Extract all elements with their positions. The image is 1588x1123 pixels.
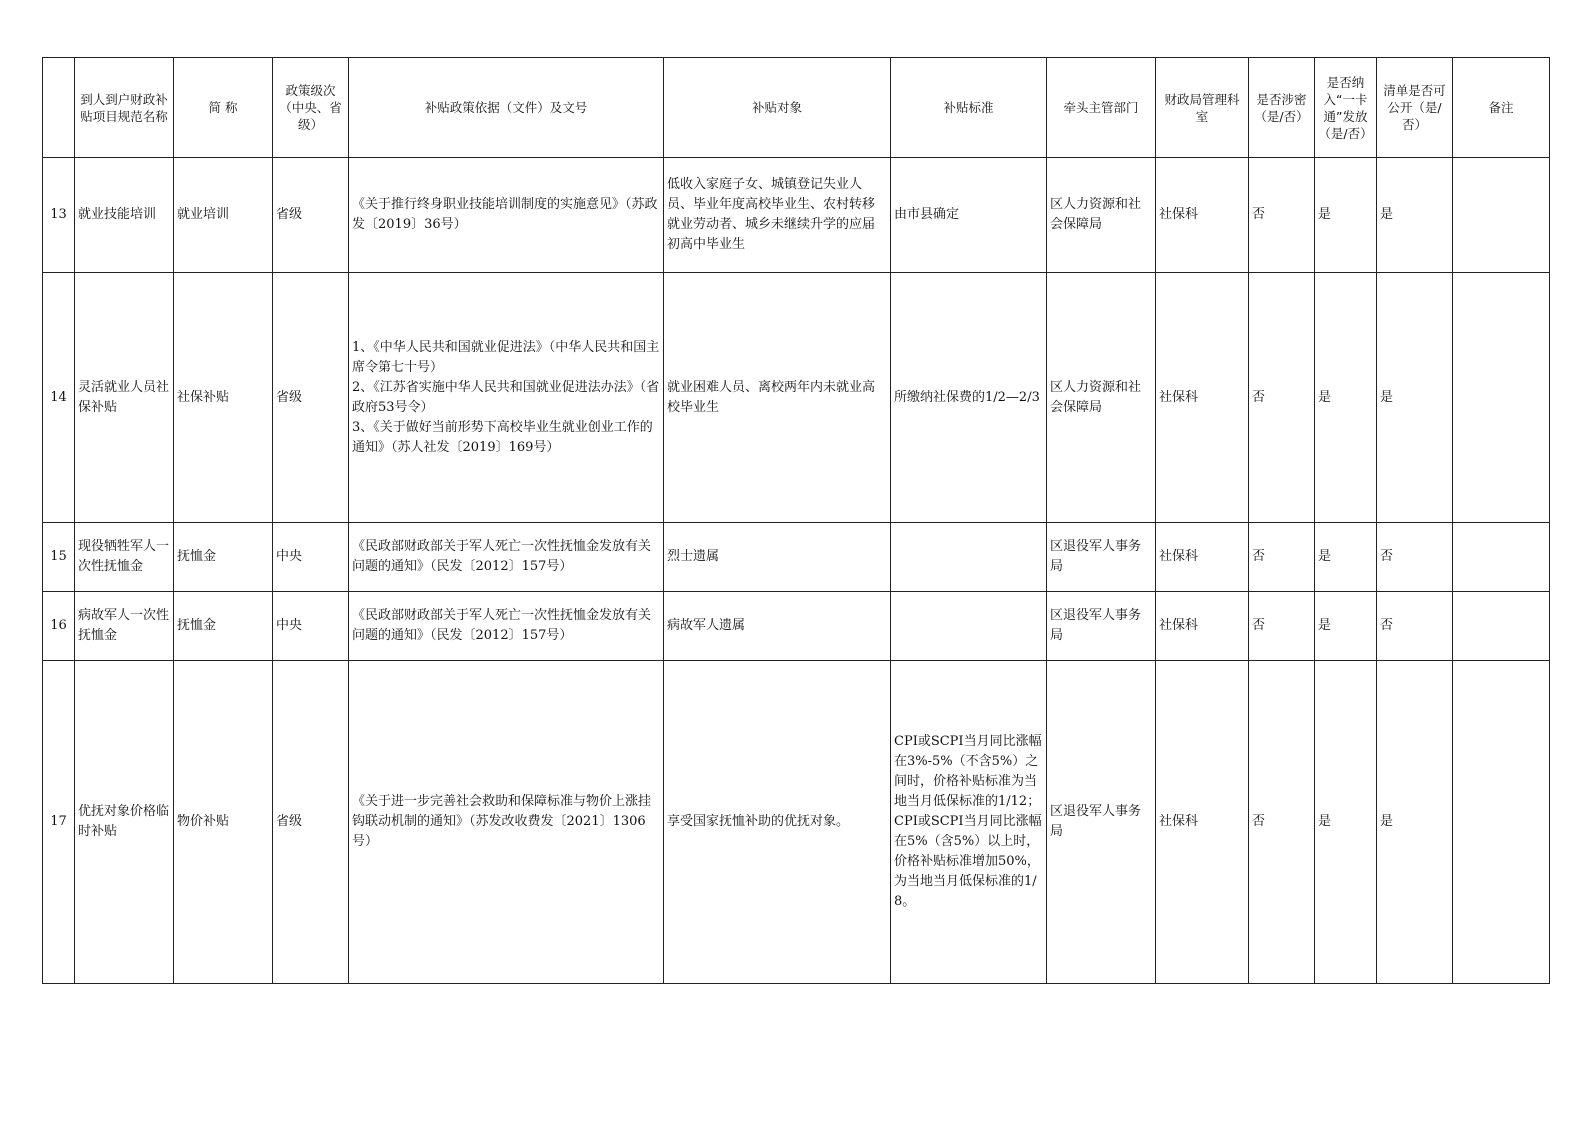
lead-department: 区退役军人事务局 — [1047, 523, 1156, 592]
one-card-flag: 是 — [1315, 592, 1377, 661]
row-index: 13 — [43, 158, 75, 273]
policy-level: 省级 — [273, 661, 349, 984]
policy-level: 省级 — [273, 273, 349, 523]
header-finance-office: 财政局管理科室 — [1156, 58, 1249, 158]
header-one-card: 是否纳入“一卡通”发放（是/否） — [1315, 58, 1377, 158]
project-name: 现役牺牲军人一次性抚恤金 — [75, 523, 174, 592]
public-flag: 否 — [1377, 523, 1453, 592]
public-flag: 是 — [1377, 661, 1453, 984]
abbreviation: 抚恤金 — [174, 592, 273, 661]
lead-department: 区退役军人事务局 — [1047, 661, 1156, 984]
row-index: 17 — [43, 661, 75, 984]
finance-office: 社保科 — [1156, 158, 1249, 273]
remark — [1453, 523, 1550, 592]
abbreviation: 就业培训 — [174, 158, 273, 273]
table-row — [43, 273, 1550, 523]
row-index: 16 — [43, 592, 75, 661]
header-row — [43, 58, 1550, 158]
header-project-name: 到人到户财政补贴项目规范名称 — [75, 58, 174, 158]
subsidy-target: 享受国家抚恤补助的优抚对象。 — [664, 661, 891, 984]
subsidy-standard: 所缴纳社保费的1/2—2/3 — [891, 273, 1047, 523]
header-lead-department: 牵头主管部门 — [1047, 58, 1156, 158]
policy-basis: 1、《中华人民共和国就业促进法》（中华人民共和国主席令第七十号） 2、《江苏省实施中华人民共和国就业促进法办法》（省政府53号令） 3、《关于做好当前形势下高校毕业生就业创业工作的通知》（苏人社发〔2019〕169号） — [349, 273, 664, 523]
classified-flag: 否 — [1249, 523, 1315, 592]
header-public: 清单是否可公开（是/否） — [1377, 58, 1453, 158]
header-policy-level: 政策级次（中央、省级） — [273, 58, 349, 158]
project-name: 病故军人一次性抚恤金 — [75, 592, 174, 661]
header-subsidy-standard: 补贴标准 — [891, 58, 1047, 158]
header-classified: 是否涉密（是/否） — [1249, 58, 1315, 158]
public-flag: 是 — [1377, 158, 1453, 273]
classified-flag: 否 — [1249, 661, 1315, 984]
subsidy-table — [42, 57, 1550, 984]
policy-basis: 《关于推行终身职业技能培训制度的实施意见》（苏政发〔2019〕36号） — [349, 158, 664, 273]
lead-department: 区人力资源和社会保障局 — [1047, 158, 1156, 273]
finance-office: 社保科 — [1156, 273, 1249, 523]
policy-level: 中央 — [273, 523, 349, 592]
project-name: 优抚对象价格临时补贴 — [75, 661, 174, 984]
header-subsidy-target: 补贴对象 — [664, 58, 891, 158]
abbreviation: 社保补贴 — [174, 273, 273, 523]
lead-department: 区人力资源和社会保障局 — [1047, 273, 1156, 523]
table-row — [43, 592, 1550, 661]
subsidy-target: 就业困难人员、离校两年内未就业高校毕业生 — [664, 273, 891, 523]
public-flag: 是 — [1377, 273, 1453, 523]
table-row — [43, 661, 1550, 984]
remark — [1453, 592, 1550, 661]
one-card-flag: 是 — [1315, 523, 1377, 592]
policy-basis: 《民政部财政部关于军人死亡一次性抚恤金发放有关问题的通知》（民发〔2012〕157号） — [349, 523, 664, 592]
header-policy-basis: 补贴政策依据（文件）及文号 — [349, 58, 664, 158]
policy-level: 中央 — [273, 592, 349, 661]
one-card-flag: 是 — [1315, 158, 1377, 273]
policy-basis: 《民政部财政部关于军人死亡一次性抚恤金发放有关问题的通知》（民发〔2012〕157号） — [349, 592, 664, 661]
subsidy-standard — [891, 592, 1047, 661]
one-card-flag: 是 — [1315, 661, 1377, 984]
finance-office: 社保科 — [1156, 523, 1249, 592]
remark — [1453, 273, 1550, 523]
project-name: 就业技能培训 — [75, 158, 174, 273]
classified-flag: 否 — [1249, 592, 1315, 661]
abbreviation: 物价补贴 — [174, 661, 273, 984]
table-row — [43, 523, 1550, 592]
header-index — [43, 58, 75, 158]
finance-office: 社保科 — [1156, 592, 1249, 661]
policy-basis: 《关于进一步完善社会救助和保障标准与物价上涨挂钩联动机制的通知》（苏发改收费发〔2021〕1306号） — [349, 661, 664, 984]
subsidy-target: 病故军人遗属 — [664, 592, 891, 661]
subsidy-standard — [891, 523, 1047, 592]
row-index: 15 — [43, 523, 75, 592]
abbreviation: 抚恤金 — [174, 523, 273, 592]
classified-flag: 否 — [1249, 273, 1315, 523]
subsidy-target: 低收入家庭子女、城镇登记失业人员、毕业年度高校毕业生、农村转移就业劳动者、城乡未继续升学的应届初高中毕业生 — [664, 158, 891, 273]
header-remark: 备注 — [1453, 58, 1550, 158]
table-row — [43, 158, 1550, 273]
one-card-flag: 是 — [1315, 273, 1377, 523]
subsidy-standard: CPI或SCPI当月同比涨幅在3%-5%（不含5%）之间时，价格补贴标准为当地当月低保标准的1/12；CPI或SCPI当月同比涨幅在5%（含5%）以上时，价格补贴标准增加50%，为当地当月低保标准的1/8。 — [891, 661, 1047, 984]
classified-flag: 否 — [1249, 158, 1315, 273]
row-index: 14 — [43, 273, 75, 523]
remark — [1453, 158, 1550, 273]
public-flag: 否 — [1377, 592, 1453, 661]
finance-office: 社保科 — [1156, 661, 1249, 984]
policy-level: 省级 — [273, 158, 349, 273]
remark — [1453, 661, 1550, 984]
project-name: 灵活就业人员社保补贴 — [75, 273, 174, 523]
subsidy-standard: 由市县确定 — [891, 158, 1047, 273]
subsidy-target: 烈士遗属 — [664, 523, 891, 592]
lead-department: 区退役军人事务局 — [1047, 592, 1156, 661]
header-abbreviation: 简 称 — [174, 58, 273, 158]
